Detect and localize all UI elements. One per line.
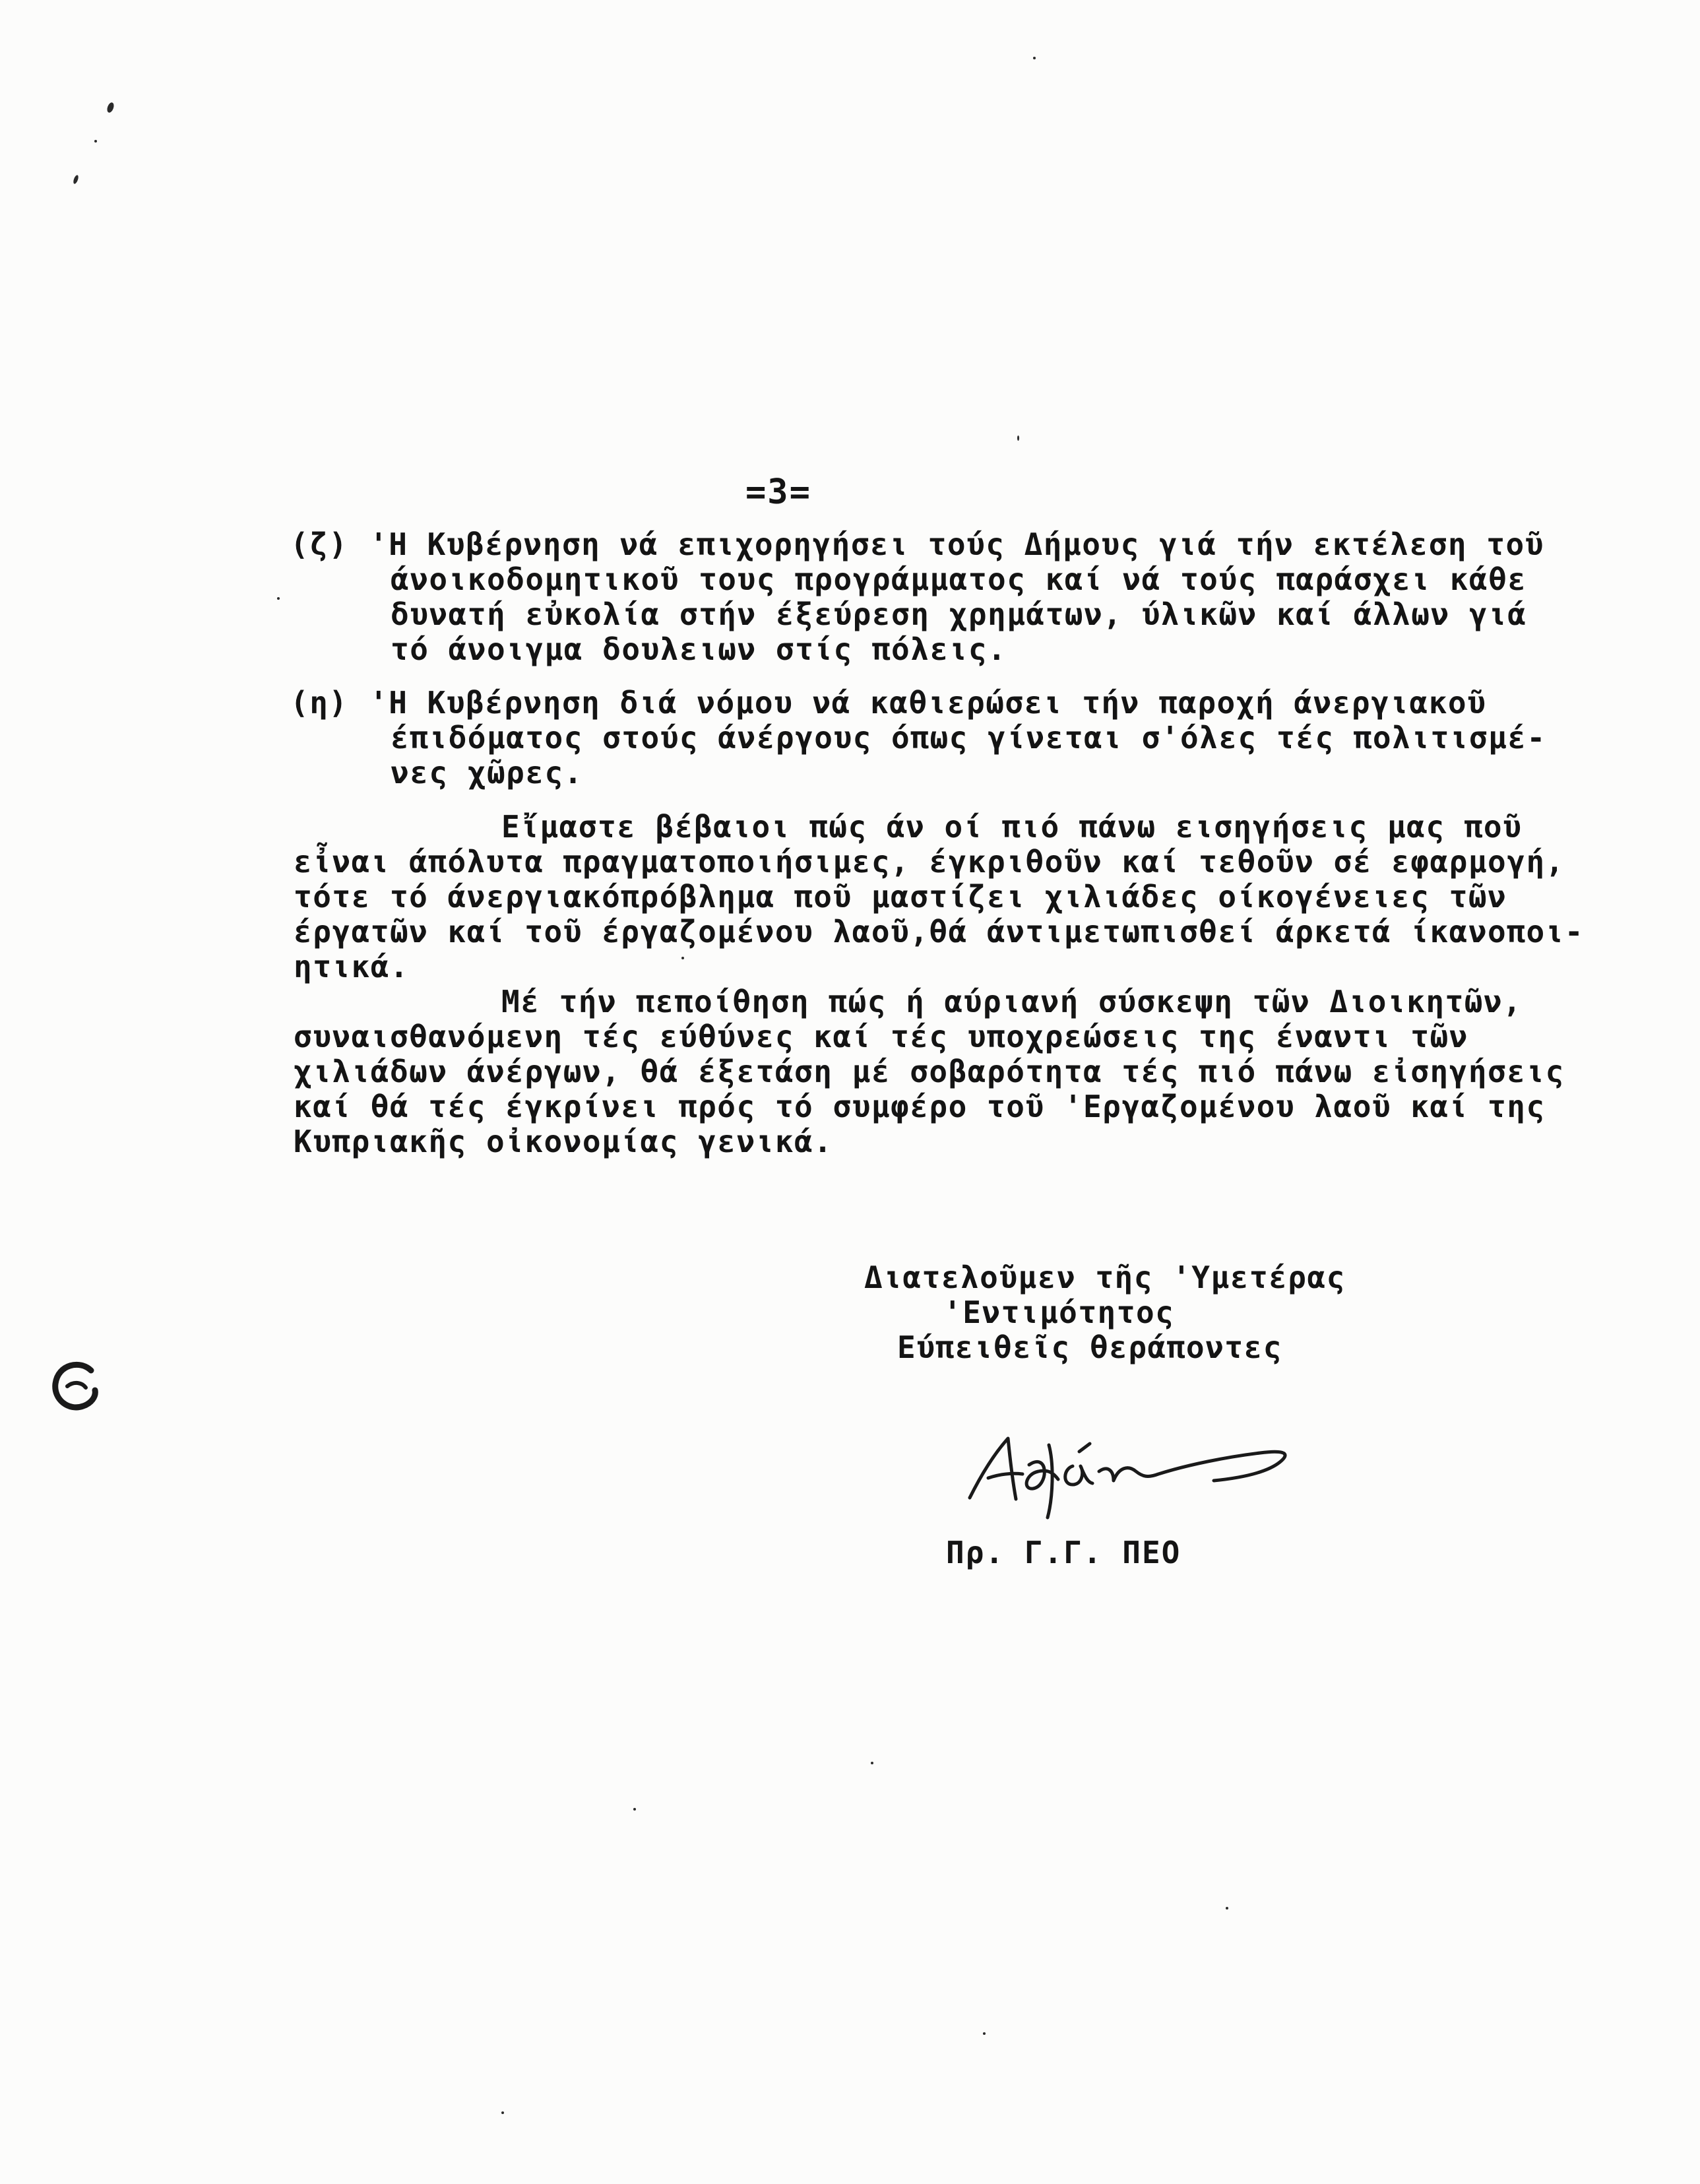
paragraph-line: ητικά.	[294, 949, 410, 984]
scan-speck	[106, 102, 115, 113]
signatory-name: Πρ. Γ.Γ. ΠΕΟ	[946, 1535, 1181, 1570]
paragraph-line: Κυπριακῆς οἰκονομίας γενικά.	[294, 1124, 833, 1159]
scan-speck	[94, 140, 97, 143]
scan-speck	[633, 1808, 636, 1811]
paragraph-line: Μέ τήν πεποίθηση πώς ή αύριανή σύσκεψη τῶν Διοικητῶν,	[501, 984, 1523, 1019]
item-line: τό άνοιγμα δουλειων στίς πόλεις.	[391, 631, 1007, 667]
paragraph-line: εἶναι άπόλυτα πραγματοποιήσιμες, έγκριθοῦν καί τεθοῦν σέ εφαρμογή,	[294, 844, 1565, 880]
closing-line: Διατελοῦμεν τῆς 'Υμετέρας	[864, 1260, 1346, 1295]
item-line: έπιδόματος στούς άνέργους όπως γίνεται σ'όλες τές πολιτισμέ-	[391, 720, 1546, 755]
paragraph-line: τότε τό άνεργιακόπρόβλημα ποῦ μαστίζει χιλιάδες οίκογένειες τῶν	[294, 879, 1507, 915]
closing-line: 'Εντιμότητος	[943, 1295, 1175, 1330]
scan-speck	[1033, 57, 1036, 59]
paragraph-line: χιλιάδων άνέργων, θά έξετάση μέ σοβαρότητα τές πιό πάνω εἰσηγήσεις	[294, 1054, 1565, 1089]
item-line: άνοικοδομητικοῦ τους προγράμματος καί νά τούς παράσχει κάθε	[391, 562, 1527, 597]
scan-speck	[501, 2111, 504, 2114]
item-line: νες χῶρες.	[391, 755, 583, 790]
paragraph-line: καί θά τές έγκρίνει πρός τό συμφέρο τοῦ 'Εργαζομένου λαοῦ καί της	[294, 1089, 1546, 1124]
page-number: =3=	[745, 472, 811, 512]
scan-speck	[1226, 1907, 1228, 1910]
item-line: 'Η Κυβέρνηση διά νόμου νά καθιερώσει τήν παροχή άνεργιακοῦ	[369, 685, 1487, 721]
item-marker: (ζ)	[290, 527, 348, 562]
scan-speck	[1017, 435, 1019, 441]
paragraph-line: συναισθανόμενη τές εύθύνες καί τές υποχρεώσεις της έναντι τῶν	[294, 1019, 1468, 1054]
paragraph-line: Εἴμαστε βέβαιοι πώς άν οί πιό πάνω εισηγήσεις μας ποῦ	[501, 809, 1523, 845]
scan-speck	[73, 174, 79, 184]
item-line: 'Η Κυβέρνηση νά επιχορηγήσει τούς Δήμους γιά τήν εκτέλεση τοῦ	[369, 527, 1544, 562]
scan-speck	[681, 957, 684, 959]
handwritten-signature	[950, 1425, 1319, 1524]
closing-line: Εύπειθεῖς θεράποντες	[897, 1330, 1282, 1365]
scan-speck	[871, 1762, 873, 1764]
scan-speck	[277, 597, 280, 600]
scan-speck	[983, 2032, 986, 2035]
item-line: δυνατή εὐκολία στήν έξεύρεση χρημάτων, ύλικῶν καί άλλων γιά	[391, 596, 1527, 632]
paragraph-line: έργατῶν καί τοῦ έργαζομένου λαοῦ,θά άντιμετωπισθεί άρκετά ίκανοποι-	[294, 914, 1585, 949]
item-marker: (η)	[290, 685, 348, 721]
punch-hole-mark	[47, 1356, 108, 1417]
